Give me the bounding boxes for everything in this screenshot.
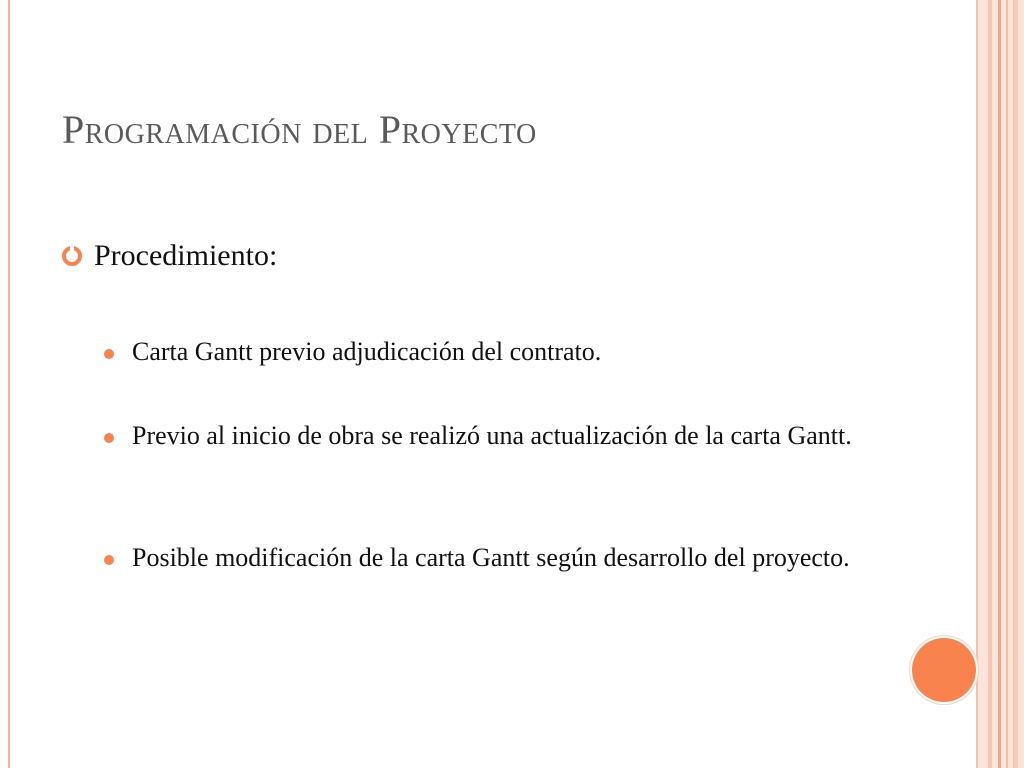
- orange-ring-bullet-icon: [62, 246, 82, 266]
- sub-bullet-text: Posible modificación de la carta Gantt según desarrollo del proyecto.: [132, 543, 850, 572]
- stripe: [1013, 0, 1018, 768]
- slide-title: Programación del Proyecto: [62, 107, 537, 152]
- stripe: [988, 0, 992, 768]
- bullet-main: [62, 236, 277, 276]
- bullet-dot-icon: [104, 555, 114, 565]
- decorative-circle: [912, 638, 976, 702]
- bullet-main-text: Procedimiento:: [94, 239, 278, 272]
- sub-bullet-text: Previo al inicio de obra se realizó una actualización de la carta Gantt.: [132, 421, 852, 450]
- sub-bullet-text: Carta Gantt previo adjudicación del contrato.: [132, 337, 602, 366]
- sub-bullet: [104, 418, 872, 454]
- stripe: [1006, 0, 1008, 768]
- left-frame-line: [8, 0, 10, 768]
- bullet-dot-icon: [104, 433, 114, 443]
- stripe: [976, 0, 978, 768]
- stripe: [998, 0, 1001, 768]
- sub-bullet: [104, 540, 872, 576]
- bullet-dot-icon: [104, 349, 114, 359]
- sub-bullet: [104, 334, 872, 370]
